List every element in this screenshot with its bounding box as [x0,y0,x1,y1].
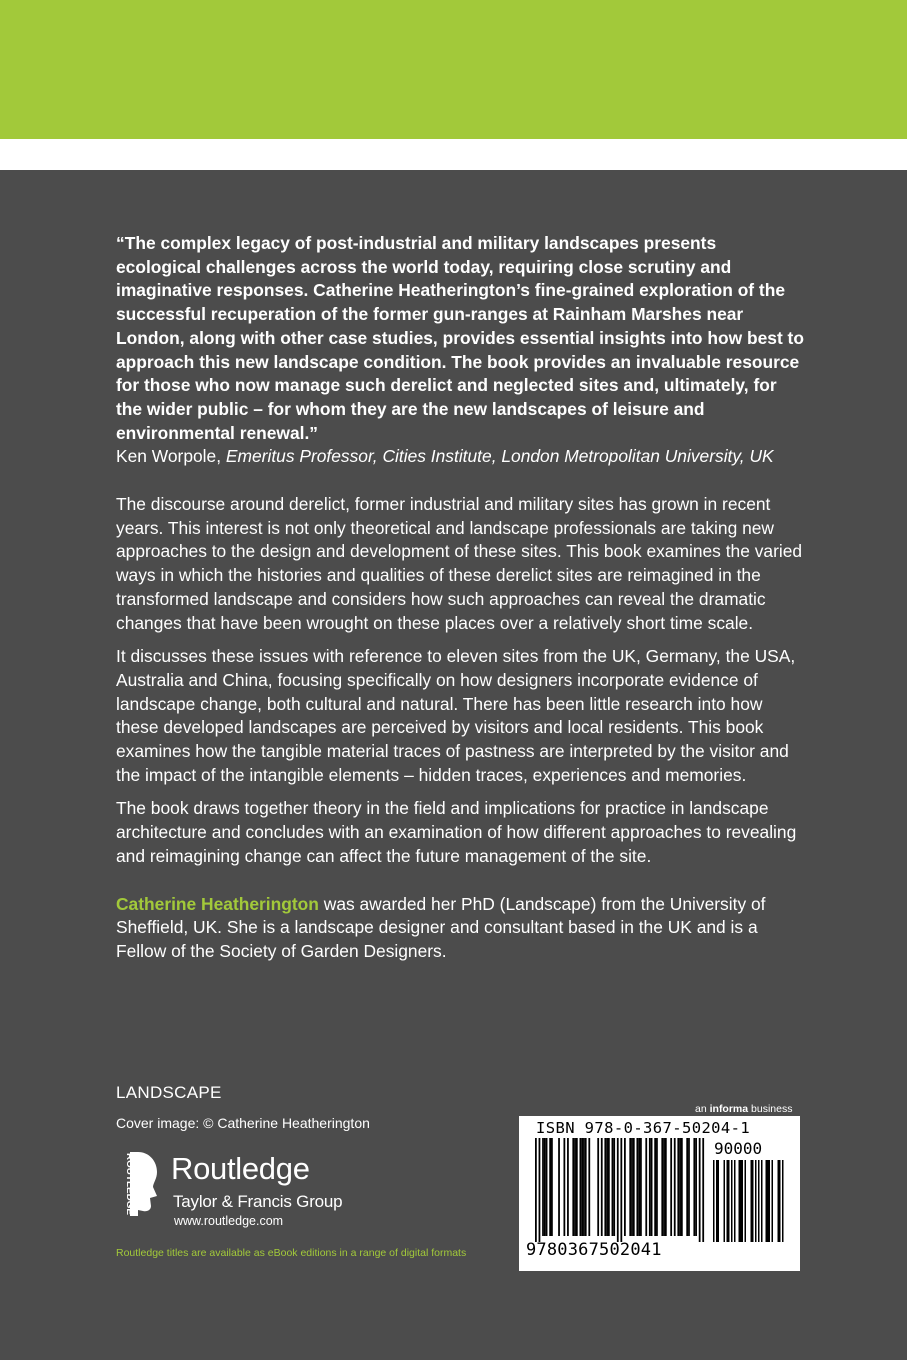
barcode-bar [567,1138,569,1236]
barcode-bar [649,1138,651,1236]
ebook-note: Routledge titles are available as eBook editions in a range of digital formats [116,1247,467,1259]
top-color-band [0,0,907,139]
barcode-bar [601,1138,603,1236]
barcode-bar [613,1138,615,1236]
barcode-bar [551,1138,553,1236]
author-bio-text: was awarded her PhD (Landscape) from the University of Sheffield, UK. She is a landscape designer and consultant based in the UK and is a Fellow of the Society of Garden Designers. [116,893,766,961]
barcode-bar [663,1138,665,1236]
barcode-bar [546,1138,548,1236]
barcode-bar [563,1138,565,1236]
barcode-bar [612,1138,614,1236]
addon-bar [734,1160,736,1242]
barcode-bar [620,1138,622,1242]
barcode-bar [633,1138,635,1236]
cover-image-credit: Cover image: © Catherine Heatherington [116,1115,370,1131]
endorser-title: Emeritus Professor, Cities Institute, London Metropolitan University, UK [225,446,774,467]
barcode-bar [638,1138,640,1236]
barcode-bar [608,1138,610,1236]
logo-vertical-text: ROUTLEDGE [125,1153,135,1207]
price-code: 90000 [714,1139,763,1158]
addon-bar [724,1160,726,1242]
addon-bar [758,1160,760,1242]
subject-category: LANDSCAPE [116,1083,222,1102]
barcode-bar [688,1138,690,1236]
routledge-head-icon [116,1150,160,1218]
isbn-barcode [519,1116,800,1271]
addon-bar [740,1160,742,1242]
endorser-name: Ken Worpole, [116,446,222,467]
informa-business-note: an informa business [695,1103,793,1115]
barcode-bar [661,1138,663,1236]
barcode-bar [539,1138,541,1242]
barcode-bar [588,1138,590,1236]
barcode-bar [629,1138,631,1236]
author-bio [116,893,806,964]
barcode-bar [624,1138,626,1236]
barcode-bar [542,1138,544,1236]
addon-bar [779,1160,781,1242]
barcode-bar [654,1138,656,1236]
addon-bar [739,1160,741,1242]
barcode-bar [670,1138,672,1236]
addon-bar [767,1160,769,1242]
isbn-text: ISBN 978-0-367-50204-1 [536,1119,751,1137]
barcode-bar [574,1138,576,1236]
barcode-bar [695,1138,697,1236]
addon-bar [742,1160,744,1242]
barcode-bar [674,1138,676,1236]
back-cover-text [116,232,806,964]
addon-bar [782,1160,784,1242]
addon-bar [778,1160,780,1242]
barcode-bar [606,1138,608,1236]
barcode-bar [597,1138,599,1236]
addon-bar [769,1160,771,1242]
addon-bar [745,1160,747,1242]
addon-bar [718,1160,720,1242]
barcode-bar [677,1138,679,1236]
barcode-bar [686,1138,688,1236]
barcode-bar [651,1138,653,1236]
barcode-bar [681,1138,683,1236]
description-paragraph: The discourse around derelict, former industrial and military sites has grown in recent years. This interest is not only theoretical and landscape professionals are taking new approaches to the design and development of these sites. This book examines the varied ways in which the histories and qualities of these derelict sites are reimagined in the transformed landscape and considers how such approaches can reveal the dramatic changes that have been wrought on these places over a relatively short time scale. [116,494,803,633]
barcode-bar [535,1138,537,1242]
addon-bar [731,1160,733,1242]
barcode-bar [636,1138,638,1236]
ean-barcode-bars [529,1138,707,1242]
addon-bar [761,1160,763,1242]
description-paragraph: The book draws together theory in the field and implications for practice in landscape architecture and concludes with an examination of how different approaches to revealing and reimagining change can affect the future management of the site. [116,798,797,866]
barcode-bar [699,1138,701,1242]
barcode-bar [702,1138,704,1242]
publisher-url: www.routledge.com [174,1214,284,1228]
publisher-group: Taylor & Francis Group [173,1192,343,1211]
price-barcode-bars [711,1160,791,1244]
barcode-bar [583,1138,585,1236]
barcode-bar [581,1138,583,1236]
barcode-bar [572,1138,574,1236]
informa-brand: informa [709,1103,749,1115]
barcode-bar [679,1138,681,1236]
endorsement-attribution [116,445,806,469]
addon-bar [766,1160,768,1242]
barcode-bar [656,1138,658,1236]
author-name: Catherine Heatherington [116,893,319,914]
barcode-bar [693,1138,695,1236]
barcode-bar [631,1138,633,1236]
barcode-bar [645,1138,647,1236]
description-paragraph: It discusses these issues with reference to eleven sites from the UK, Germany, the USA, Australia and China, focusing specifically on how designers incorporate evidence of landscape change, both cultural and natural. There has been little research into how these developed landscapes are perceived by visitors and local residents. This book examines how the tangible material traces of pastness are interpreted by the visitor and the impact of the intangible elements – hidden traces, experiences and memories. [116,646,796,785]
barcode-bar [604,1138,606,1236]
addon-bar [751,1160,753,1242]
addon-bar [727,1160,729,1242]
barcode-bar [585,1138,587,1236]
barcode-bar [544,1138,546,1236]
addon-bar [713,1160,715,1242]
barcode-bar [665,1138,667,1236]
ean-digits: 9780367502041 [526,1240,662,1260]
addon-bar [772,1160,774,1242]
white-divider-band [0,139,907,170]
publisher-name: Routledge [171,1151,310,1186]
barcode-bar [617,1138,619,1242]
barcode-bar [640,1138,642,1236]
addon-bar [755,1160,757,1242]
routledge-logo [116,1150,356,1235]
barcode-bar [549,1138,551,1236]
addon-bar [716,1160,718,1242]
barcode-bar [580,1138,582,1236]
barcode-bar [558,1138,560,1236]
barcode-bar [576,1138,578,1236]
endorsement-quote: “The complex legacy of post-industrial and military landscapes presents ecological challenges across the world today, requiring close scrutiny and imaginative responses. Catherine Heatherington’s fine-grained exploration of the successful recuperation of the former gun-ranges at Rainham Marshes near London, along with other case studies, provides essential insights into how best to approach this new landscape condition. The book provides an invaluable resource for those who now manage such derelict and neglected sites and, ultimately, for the wider public – for whom they are the new landscapes of leisure and environmental renewal.” [116,233,804,443]
addon-bar [752,1160,754,1242]
addon-bar [728,1160,730,1242]
